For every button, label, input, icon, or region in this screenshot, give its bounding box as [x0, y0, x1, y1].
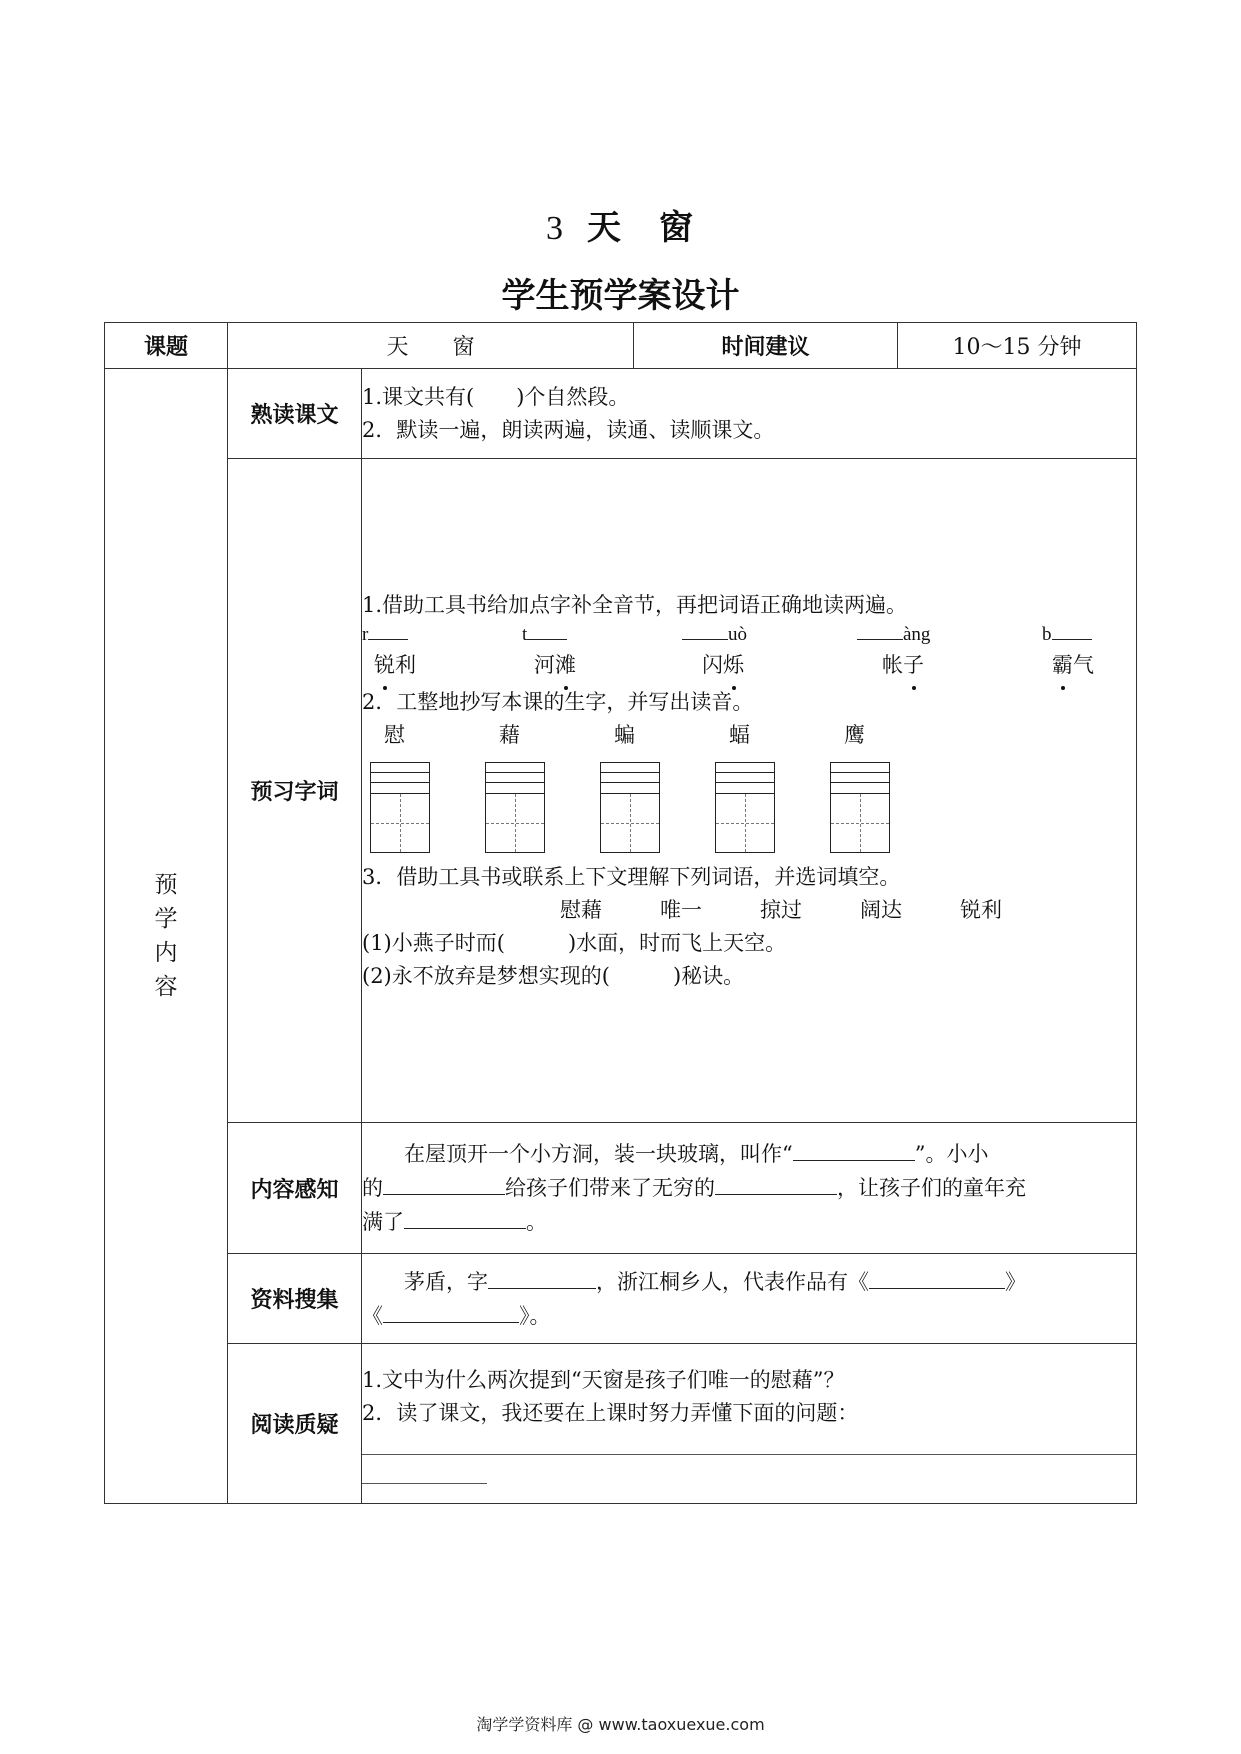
lesson-number: 3: [546, 210, 565, 247]
fill-2: (2)永不放弃是梦想实现的( )秘诀。: [362, 963, 745, 988]
words-q3: 3．借助工具书或联系上下文理解下列词语，并选词填空。: [362, 864, 901, 889]
blank[interactable]: [404, 1227, 526, 1229]
writing-grids: [370, 762, 1136, 853]
answer-line[interactable]: [362, 1430, 1136, 1455]
side-label: 预 学 内 容: [105, 369, 228, 1504]
words-q1: 1.借助工具书给加点字补全音节，再把词语正确地读两遍。: [362, 592, 908, 617]
writing-grid[interactable]: [715, 762, 775, 853]
words-content: [362, 459, 1137, 1123]
words-label: 预习字词: [228, 459, 362, 1123]
lesson-title: [0, 200, 1241, 249]
blank[interactable]: [869, 1287, 1005, 1289]
lesson-name: 天 窗: [587, 208, 695, 248]
terms-row: 锐利 河滩 闪烁 帐子 霸气: [362, 648, 1136, 682]
blank[interactable]: [715, 1193, 837, 1195]
page-subtitle: 学生预学案设计: [501, 276, 740, 316]
lesson-label: 课题: [105, 323, 228, 369]
reading-label: 熟读课文: [228, 369, 362, 459]
content-perception: 在屋顶开一个小方洞，装一块玻璃，叫作“ ”。小小 的 给孩子们带来了无穷的 ，让孩子们的童年充 满了 。: [362, 1123, 1137, 1254]
research-content: 茅盾，字 ，浙江桐乡人，代表作品有《 》 《 》。: [362, 1254, 1137, 1344]
writing-grid[interactable]: [370, 762, 430, 853]
reading-content: 1.课文共有( )个自然段。 2．默读一遍，朗读两遍，读通、读顺课文。: [362, 369, 1137, 459]
time-value: 10～15 分钟: [898, 323, 1137, 369]
pinyin-row: r t uò àng b: [362, 622, 1136, 648]
fill-1: (1)小燕子时而( )水面，时而飞上天空。: [362, 930, 787, 955]
writing-grid[interactable]: [830, 762, 890, 853]
research-label: 资料搜集: [228, 1254, 362, 1344]
lesson-value: 天 窗: [228, 323, 634, 369]
blank[interactable]: [793, 1159, 915, 1161]
blank[interactable]: [383, 1193, 505, 1195]
blank[interactable]: [488, 1287, 596, 1289]
words-q2: 2．工整地抄写本课的生字，并写出读音。: [362, 689, 754, 714]
questions-content: 1.文中为什么两次提到“天窗是孩子们唯一的慰藉”？ 2．读了课文，我还要在上课时努力弄懂下面的问题：: [362, 1344, 1137, 1504]
choices-row: 慰藉 唯一 掠过 阔达 锐利: [560, 897, 1002, 922]
questions-label: 阅读质疑: [228, 1344, 362, 1504]
answer-line[interactable]: [362, 1455, 487, 1484]
footer-watermark: 淘学学资料库 @ www.taoxuexue.com: [476, 1715, 765, 1734]
writing-grid[interactable]: [600, 762, 660, 853]
writing-grid[interactable]: [485, 762, 545, 853]
new-chars-row: 慰 藉 蝙 蝠 鹰: [384, 722, 865, 747]
content-label: 内容感知: [228, 1123, 362, 1254]
blank[interactable]: [383, 1321, 519, 1323]
time-label: 时间建议: [634, 323, 898, 369]
preview-table: [104, 322, 1137, 1504]
